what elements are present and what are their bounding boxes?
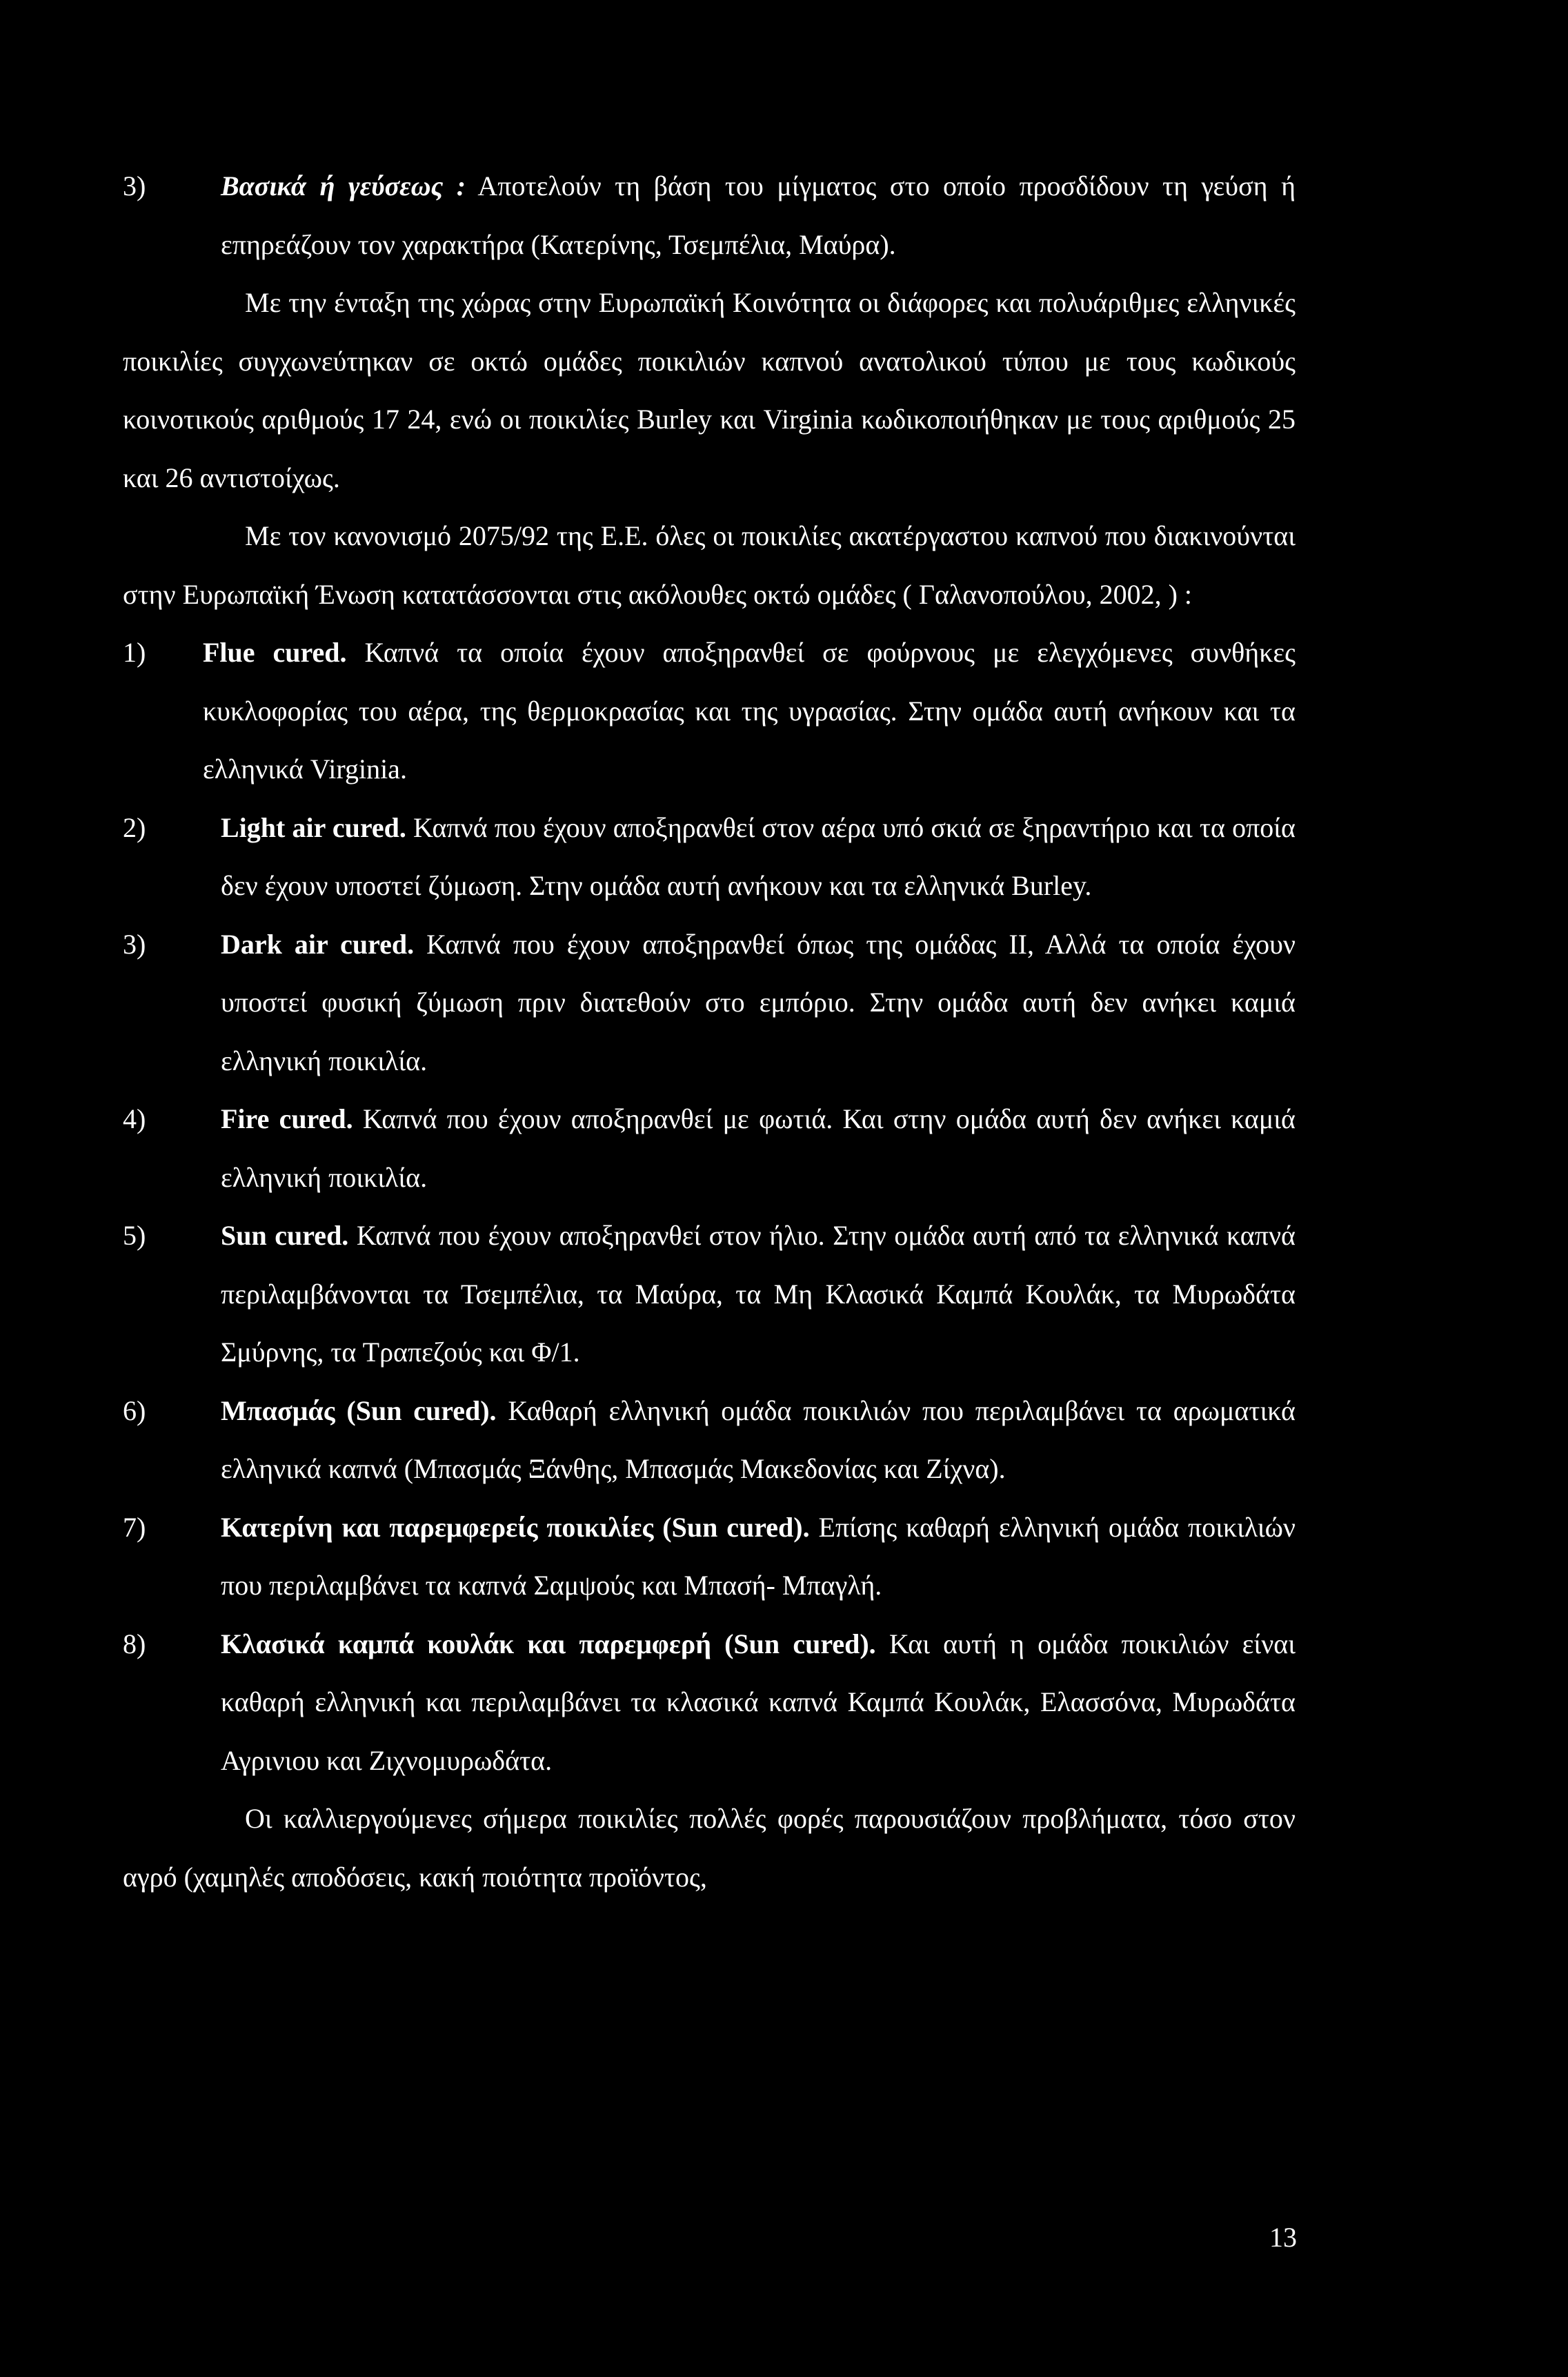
group-item-8	[123, 1615, 1296, 1791]
group-item-number: 5)	[123, 1220, 146, 1251]
group-item-number: 2)	[123, 811, 146, 843]
group-item-number: 1)	[123, 637, 146, 668]
group-item-term: Κλασικά καμπά κουλάκ και παρεμφερή (Sun cured).	[221, 1628, 876, 1659]
group-item-7	[123, 1499, 1296, 1615]
group-item-body	[221, 1090, 1296, 1207]
group-item-text: Καπνά που έχουν αποξηρανθεί στον ήλιο. Στην ομάδα αυτή από τα ελληνικά καπνά περιλαμβάνονται τα Τσεμπέλια, τα Μαύρα, τα Μη Κλασικά Καμπά Κουλάκ, τα Μυρωδάτα Σμύρνης, τα Τραπεζούς και Φ/1.	[221, 1220, 1296, 1368]
group-item-text: Καπνά τα οποία έχουν αποξηρανθεί σε φούρνους με ελεγχόμενες συνθήκες κυκλοφορίας του αέρα, της θερμοκρασίας και της υγρασίας. Στην ομάδα αυτή ανήκουν και τα ελληνικά Virginia.	[203, 637, 1296, 785]
group-item-number: 8)	[123, 1628, 146, 1659]
group-item-4	[123, 1090, 1296, 1207]
group-item-term: Light air cured.	[221, 811, 406, 843]
paragraph-regulation: Με τον κανονισμό 2075/92 της Ε.Ε. όλες οι ποικιλίες ακατέργαστου καπνού που διακινούνται στην Ευρωπαϊκή Ένωση κατατάσσονται στις ακόλουθες οκτώ ομάδες ( Γαλανοπούλου, 2002, ) :	[123, 520, 1296, 610]
group-item-body	[221, 799, 1296, 916]
group-item-number: 7)	[123, 1511, 146, 1543]
group-item-body	[221, 916, 1296, 1091]
group-item-body	[221, 1382, 1296, 1499]
group-item-term: Flue cured.	[203, 637, 347, 668]
group-item-2	[123, 799, 1296, 916]
intro-item-term: Βασικά ή γεύσεως :	[221, 170, 466, 201]
paragraph-eu-integration: Με την ένταξη της χώρας στην Ευρωπαϊκή Κοινότητα οι διάφορες και πολυάριθμες ελληνικές ποικιλίες συγχωνεύτηκαν σε οκτώ ομάδες ποικιλιών καπνού ανατολικού τύπου με τους κωδικούς κοινοτικούς αριθμούς 17 24, ενώ οι ποικιλίες Burley και Virginia κωδικοποιήθηκαν με τους αριθμούς 25 και 26 αντιστοίχως.	[123, 287, 1296, 493]
group-item-1	[123, 624, 1296, 799]
group-item-number: 6)	[123, 1394, 146, 1426]
group-item-term: Fire cured.	[221, 1103, 353, 1134]
page-number: 13	[1269, 2222, 1297, 2253]
intro-item-text: Αποτελούν τη βάση του μίγματος στο οποίο προσδίδουν τη γεύση ή επηρεάζουν τον χαρακτήρα (Κατερίνης, Τσεμπέλια, Μαύρα).	[221, 170, 1296, 260]
group-item-6	[123, 1382, 1296, 1499]
group-item-body	[221, 1615, 1296, 1791]
group-item-number: 3)	[123, 928, 146, 960]
group-item-text: Καπνά που έχουν αποξηρανθεί με φωτιά. Και στην ομάδα αυτή δεν ανήκει καμιά ελληνική ποικιλία.	[221, 1103, 1296, 1193]
group-item-body	[221, 1499, 1296, 1615]
group-item-body	[203, 624, 1296, 799]
group-item-3	[123, 916, 1296, 1091]
group-item-text: Καθαρή ελληνική ομάδα ποικιλιών που περιλαμβάνει τα αρωματικά ελληνικά καπνά (Μπασμάς Ξάνθης, Μπασμάς Μακεδονίας και Ζίχνα).	[221, 1394, 1296, 1484]
group-item-text: Και αυτή η ομάδα ποικιλιών είναι καθαρή ελληνική και περιλαμβάνει τα κλασικά καπνά Καμπά Κουλάκ, Ελασσόνα, Μυρωδάτα Αγρινιου και Ζιχνομυρωδάτα.	[221, 1628, 1296, 1776]
intro-item-body	[221, 157, 1296, 274]
group-item-number: 4)	[123, 1103, 146, 1134]
intro-list-item	[123, 157, 1296, 274]
group-item-term: Dark air cured.	[221, 928, 415, 960]
group-item-term: Μπασμάς (Sun cured).	[221, 1394, 497, 1426]
group-item-term: Κατερίνη και παρεμφερείς ποικιλίες (Sun cured).	[221, 1511, 810, 1543]
paragraph-closing: Οι καλλιεργούμενες σήμερα ποικιλίες πολλές φορές παρουσιάζουν προβλήματα, τόσο στον αγρό (χαμηλές αποδόσεις, κακή ποιότητα προϊόντος,	[123, 1803, 1296, 1893]
group-item-text: Καπνά που έχουν αποξηρανθεί όπως της ομάδας ΙΙ, Αλλά τα οποία έχουν υποστεί φυσική ζύμωση πριν διατεθούν στο εμπόριο. Στην ομάδα αυτή δεν ανήκει καμιά ελληνική ποικιλία.	[221, 928, 1296, 1076]
group-item-body	[221, 1207, 1296, 1382]
page-body	[123, 157, 1296, 1906]
group-item-5	[123, 1207, 1296, 1382]
group-item-text: Καπνά που έχουν αποξηρανθεί στον αέρα υπό σκιά σε ξηραντήριο και τα οποία δεν έχουν υποστεί ζύμωση. Στην ομάδα αυτή ανήκουν και τα ελληνικά Burley.	[221, 811, 1296, 901]
group-item-text: Επίσης καθαρή ελληνική ομάδα ποικιλιών που περιλαμβάνει τα καπνά Σαμψούς και Μπασή- Μπαγλή.	[221, 1511, 1296, 1601]
group-item-term: Sun cured.	[221, 1220, 349, 1251]
intro-item-number: 3)	[123, 170, 146, 201]
